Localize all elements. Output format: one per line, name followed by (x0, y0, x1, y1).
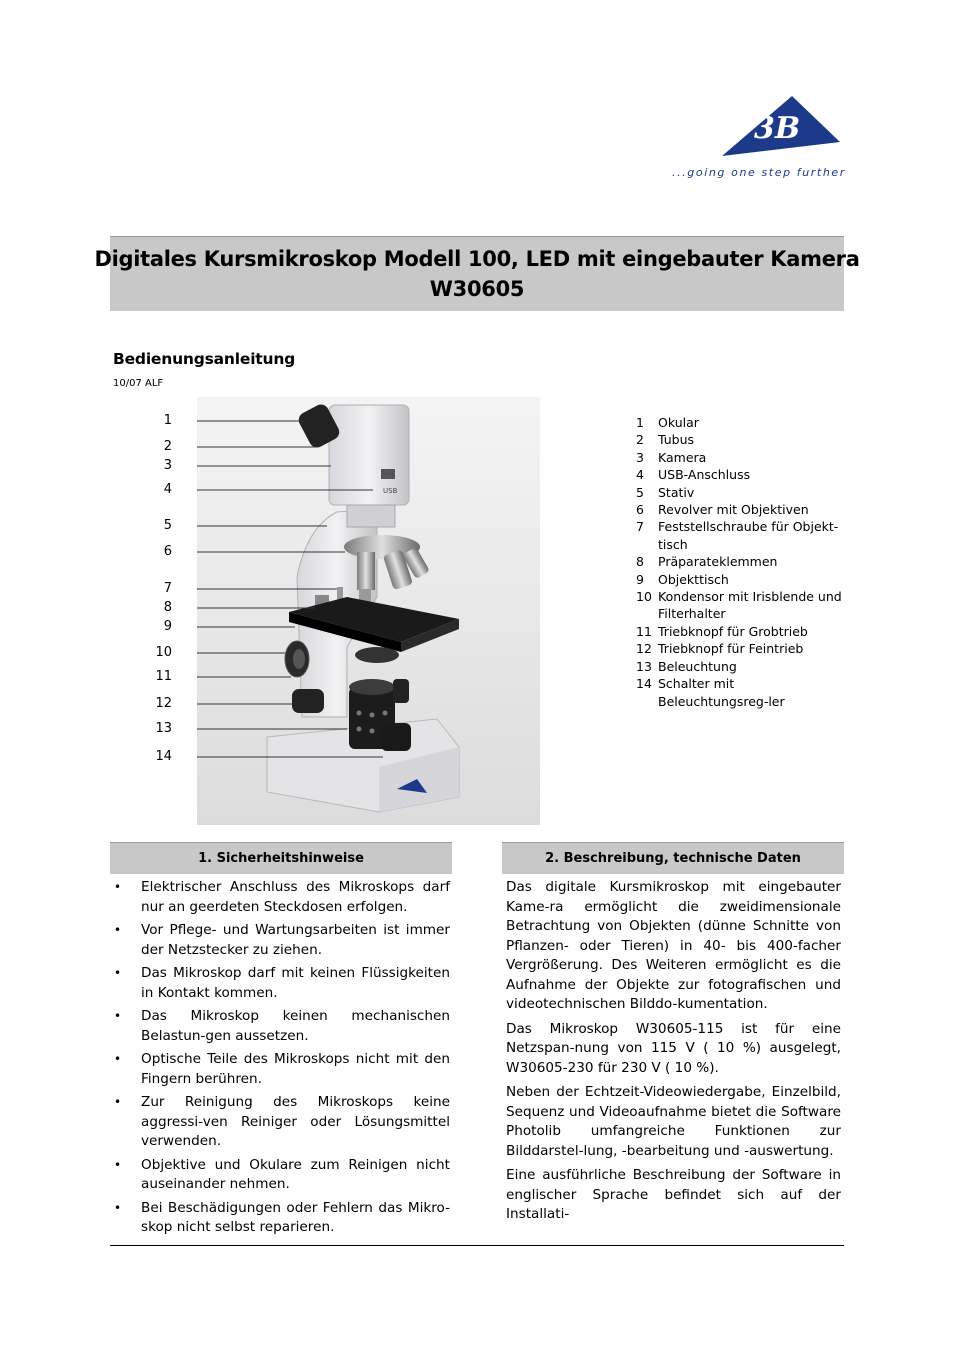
list-item: • Objektive und Okulare zum Reinigen nicht auseinander nehmen. (110, 1156, 450, 1195)
brand-tagline: ...going one step further (672, 166, 846, 179)
legend-item (636, 518, 846, 553)
legend-label: Beleuchtung (658, 658, 737, 674)
legend-number: 8 (636, 554, 644, 570)
callout-number: 4 (163, 482, 172, 497)
legend-item (636, 553, 846, 570)
legend-label: Stativ (658, 484, 695, 500)
legend-label: Triebknopf für Grobtrieb (658, 623, 808, 639)
list-item: • Bei Beschädigungen oder Fehlern das Mikro-skop nicht selbst reparieren. (110, 1199, 450, 1238)
legend-item (636, 449, 846, 466)
legend-number: 1 (636, 415, 644, 430)
section-heading-description: 2. Beschreibung, technische Daten (502, 842, 844, 874)
list-item: • Das Mikroskop darf mit keinen Flüssigkeiten in Kontakt kommen. (110, 964, 450, 1003)
callout-number: 9 (163, 619, 172, 634)
manual-subtitle: Bedienungsanleitung (113, 350, 296, 368)
legend-label: Schalter mit Beleuchtungsreg-ler (658, 676, 785, 709)
callout-number: 3 (163, 458, 172, 473)
legend-item (636, 484, 846, 501)
safety-list (110, 878, 450, 1242)
logo-text: 3B (754, 111, 801, 146)
legend-number: 4 (636, 467, 644, 483)
callout-number: 6 (163, 544, 172, 559)
version-code: 10/07 ALF (113, 378, 164, 389)
callout-number: 7 (163, 581, 172, 596)
legend-label: Okular (658, 415, 699, 430)
legend-number: 2 (636, 432, 644, 448)
section-heading-safety: 1. Sicherheitshinweise (110, 842, 452, 874)
paragraph: Das digitale Kursmikroskop mit eingebauter Kame-ra ermöglicht die zweidimensionale Betrachtung von Objekten (dünne Schnitte von Pflanzen- oder Tieren) in 40- bis 400-facher Vergrößerung. Des Weiteren ermöglicht es die Aufnahme der Objekte zur fotografischen und videotechnischen Bilddo-kumentation. (506, 879, 841, 1012)
footer-rule (110, 1245, 844, 1246)
legend-label: Triebknopf für Feintrieb (658, 641, 804, 657)
legend-label: Feststellschraube für Objekt-tisch (658, 519, 839, 552)
legend-label: Revolver mit Objektiven (658, 502, 809, 518)
page-title: Digitales Kursmikroskop Modell 100, LED mit eingebauter Kamera (94, 247, 860, 271)
legend-item (636, 431, 846, 448)
legend-label: Tubus (658, 432, 695, 448)
paragraph: Das Mikroskop W30605-115 ist für eine Netzspan-nung von 115 V ( 10 %) ausgelegt, W30605-230 für 230 V ( 10 %). (506, 1020, 841, 1076)
legend-label: Präparateklemmen (658, 554, 778, 570)
list-item: • Das Mikroskop keinen mechanischen Belastun-gen aussetzen. (110, 1007, 450, 1046)
legend-number: 3 (636, 449, 644, 465)
product-code: W30605 (429, 277, 525, 301)
legend-label: Objekttisch (658, 571, 729, 587)
legend-item (636, 588, 846, 623)
legend-label: Kondensor mit Irisblende und Filterhalter (658, 589, 842, 622)
callout-number: 1 (163, 413, 172, 428)
callout-number: 8 (163, 600, 172, 615)
legend-number: 11 (636, 623, 652, 639)
legend-label: Kamera (658, 449, 707, 465)
legend-item (636, 501, 846, 518)
legend-number: 9 (636, 571, 644, 587)
paragraph: Neben der Echtzeit-Videowiedergabe, Einzelbild, Sequenz und Videoaufnahme bietet die Software Photolib umfangreiche Funktionen zur Bilddarstel-lung, -bearbeitung und -auswertung. (506, 1084, 841, 1159)
legend-item (636, 658, 846, 675)
svg-text:USB: USB (383, 487, 398, 495)
list-item: • Optische Teile des Mikroskops nicht mit den Fingern berühren. (110, 1050, 450, 1089)
legend-item (636, 623, 846, 640)
paragraph: Eine ausführliche Beschreibung der Software in englischer Sprache befindet sich auf der Installati- (506, 1167, 841, 1222)
legend-number: 5 (636, 484, 644, 500)
legend-item (636, 640, 846, 657)
callout-number: 14 (155, 749, 172, 764)
callout-number: 5 (163, 518, 172, 533)
legend-item (636, 466, 846, 483)
list-item: • Zur Reinigung des Mikroskops keine aggressi-ven Reiniger oder Lösungsmittel verwenden. (110, 1093, 450, 1152)
callout-number: 12 (155, 696, 172, 711)
legend-item (636, 414, 846, 431)
callout-number: 11 (155, 669, 172, 684)
title-box (94, 236, 860, 311)
legend-item (636, 571, 846, 588)
figure-callouts (150, 397, 350, 825)
legend-number: 14 (636, 676, 652, 692)
legend-label: USB-Anschluss (658, 467, 751, 483)
callout-number: 2 (163, 439, 172, 454)
legend-number: 6 (636, 502, 644, 518)
legend-number: 13 (636, 658, 652, 674)
legend-number: 7 (636, 519, 644, 535)
parts-legend (636, 414, 846, 710)
list-item: • Vor Pflege- und Wartungsarbeiten ist immer der Netzstecker zu ziehen. (110, 921, 450, 960)
legend-item (636, 675, 846, 710)
description-body (506, 878, 841, 1230)
list-item: • Elektrischer Anschluss des Mikroskops darf nur an geerdeten Steckdosen erfolgen. (110, 878, 450, 917)
legend-number: 10 (636, 589, 652, 605)
callout-number: 10 (155, 645, 172, 660)
callout-number: 13 (155, 721, 172, 736)
legend-number: 12 (636, 641, 652, 657)
